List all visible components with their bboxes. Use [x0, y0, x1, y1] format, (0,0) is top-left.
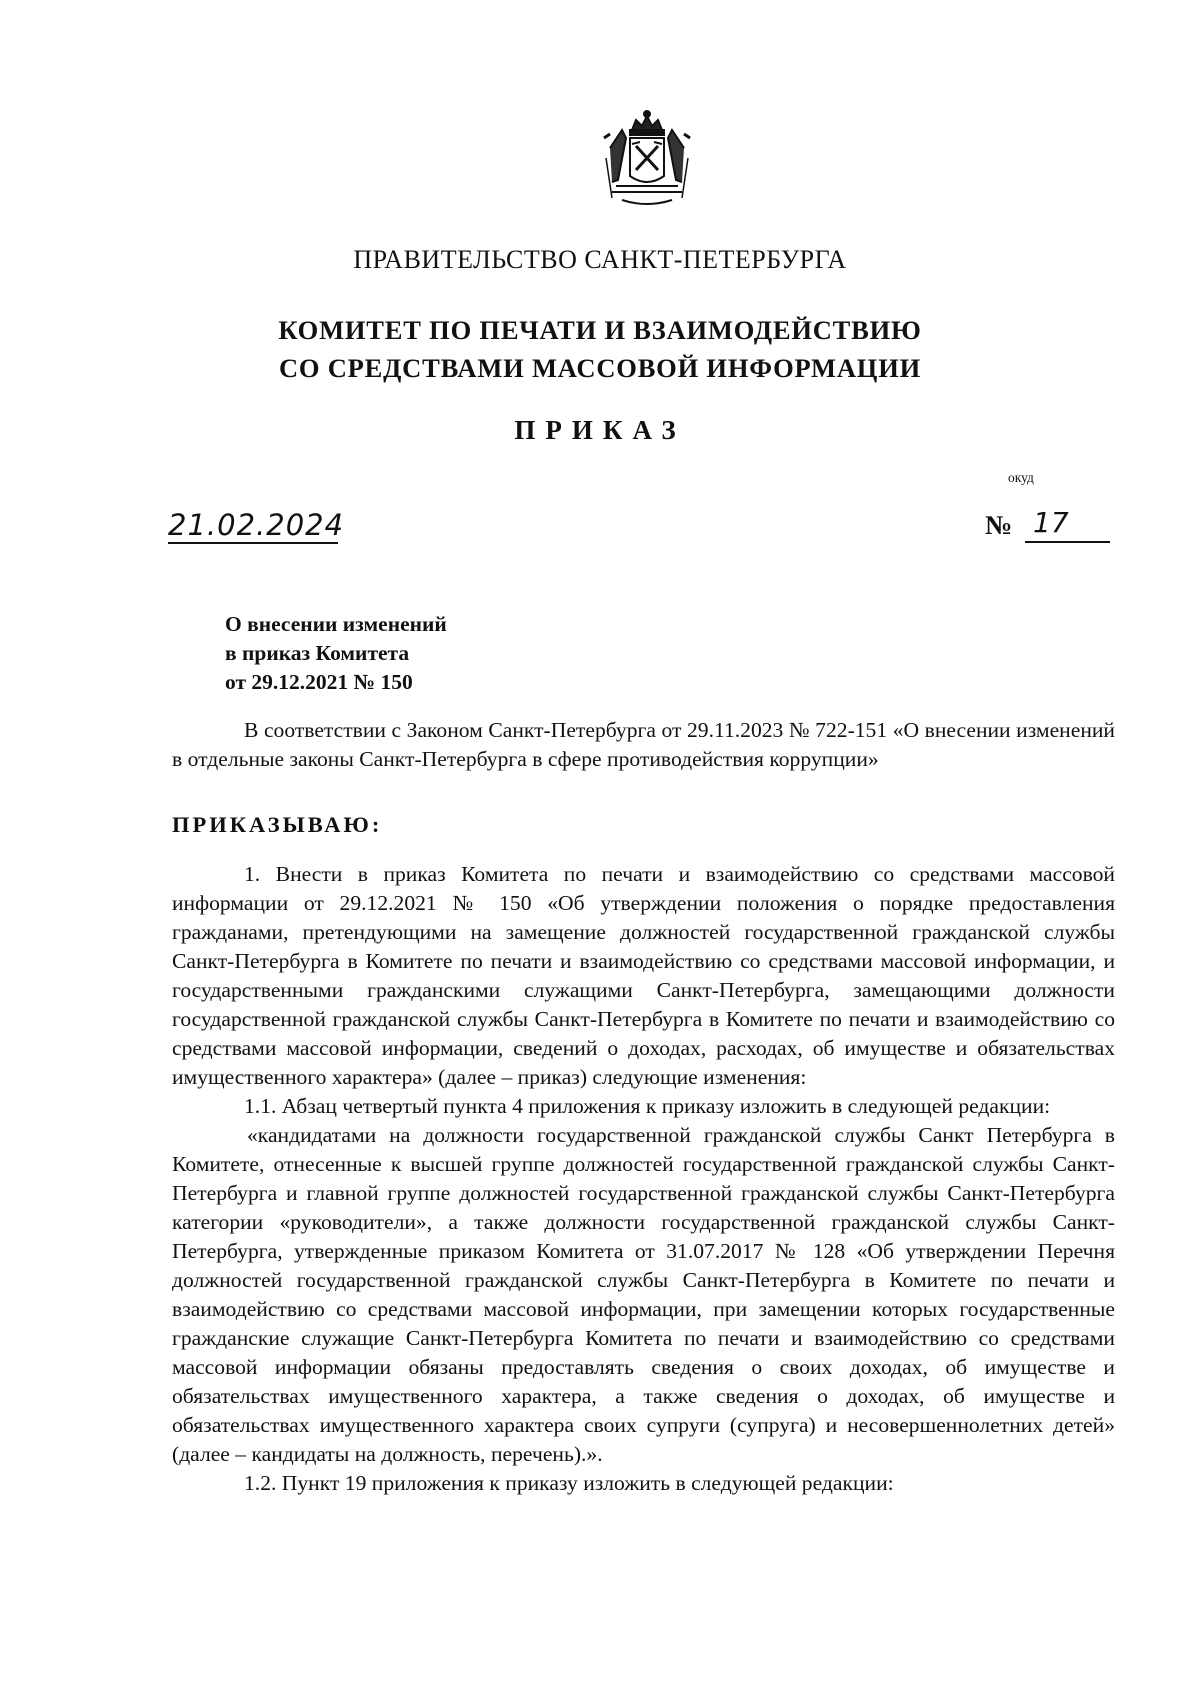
order-subject — [225, 610, 447, 697]
coat-of-arms-emblem — [592, 108, 702, 208]
paragraph-item-1-2: 1.2. Пункт 19 приложения к приказу изложить в следующей редакции: — [244, 1471, 894, 1495]
government-title: ПРАВИТЕЛЬСТВО САНКТ-ПЕТЕРБУРГА — [353, 245, 847, 274]
committee-title-line1: КОМИТЕТ ПО ПЕЧАТИ И ВЗАИМОДЕЙСТВИЮ — [278, 315, 922, 345]
handwritten-number: 17 — [1025, 505, 1110, 543]
number-label: № — [985, 510, 1013, 540]
subject-line: О внесении изменений — [225, 612, 447, 636]
committee-title-line2: СО СРЕДСТВАМИ МАССОВОЙ ИНФОРМАЦИИ — [278, 353, 922, 383]
document-type-title: ПРИКАЗ — [514, 415, 686, 445]
order-heading: ПРИКАЗЫВАЮ: — [172, 812, 383, 837]
order-body — [172, 860, 1115, 1498]
handwritten-date: 21.02.2024 — [168, 508, 345, 542]
subject-line: от 29.12.2021 № 150 — [225, 670, 413, 694]
paragraph-item-1-1: 1.1. Абзац четвертый пункта 4 приложения к приказу изложить в следующей редакции: — [244, 1094, 1051, 1118]
paragraph-item-1-1-text: «кандидатами на должности государственной гражданской службы Санкт Петербурга в Комитете, отнесенные к высшей группе должностей государственной гражданской службы Санкт-Петербурга и главной группе должностей государственной гражданской службы Санкт-Петербурга категории «руководители», а также должности государственной гражданской службы Санкт-Петербурга, утвержденные приказом Комитета от 31.07.2017 № 128 «Об утверждении Перечня должностей государственной гражданской службы Санкт-Петербурга в Комитете по печати и взаимодействию со средствами массовой информации, при замещении которых государственные гражданские служащие Санкт-Петербурга Комитета по печати и взаимодействию со средствами массовой информации обязаны предоставлять сведения о своих доходах, об имуществе и обязательствах имущественного характера, а также сведения о доходах, об имуществе и обязательствах имущественного характера своих супруги (супруга) и несовершеннолетних детей» (далее – кандидаты на должность, перечень).». — [172, 1123, 1115, 1466]
subject-line: в приказ Комитета — [225, 641, 410, 665]
intro-paragraph: В соответствии с Законом Санкт-Петербурга от 29.11.2023 № 722-151 «О внесении изменений в отдельные законы Санкт-Петербурга в сфере противодействия коррупции» — [172, 718, 1115, 771]
paragraph-item-1: 1. Внести в приказ Комитета по печати и взаимодействию со средствами массовой информации от 29.12.2021 № 150 «Об утверждении положения о порядке предоставления гражданами, претендующими на замещение должностей государственной гражданской службы Санкт-Петербурга в Комитете по печати и взаимодействию со средствами массовой информации, и государственными гражданскими служащими Санкт-Петербурга, замещающими должности государственной гражданской службы Санкт-Петербурга в Комитете по печати и взаимодействию со средствами массовой информации, сведений о доходах, расходах, об имуществе и обязательствах имущественного характера» (далее – приказ) следующие изменения: — [172, 862, 1115, 1089]
okud-label: окуд — [1008, 470, 1034, 485]
